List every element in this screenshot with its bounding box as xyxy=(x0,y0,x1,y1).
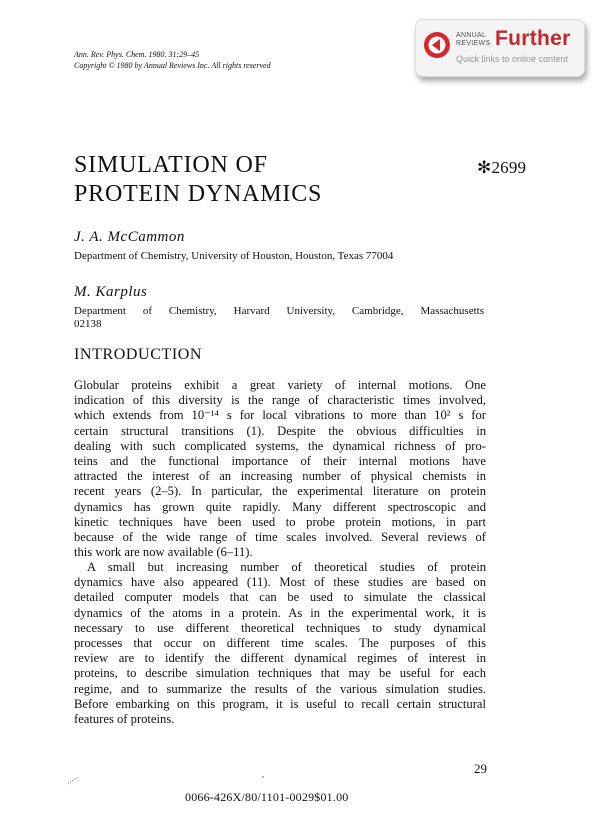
affiliation-line: Department of Chemistry, Harvard University, Cambridge, Massachusetts xyxy=(74,305,484,317)
catalog-number: ✻2699 xyxy=(477,158,527,177)
text-line: indication of this diversity is the range of characteristic times involved, xyxy=(74,393,486,408)
text-line: teins and the functional importance of their internal motions have xyxy=(74,454,486,469)
stray-pen-mark-icon xyxy=(66,775,82,785)
text-line: Globular proteins exhibit a great variety of internal motions. One xyxy=(74,378,486,392)
text-line: dealing with such complicated systems, the dynamical richness of pro- xyxy=(74,438,486,453)
text-line: recent years (2–5). In particular, the experimental literature on protein xyxy=(74,484,486,499)
affiliation-line: 02138 xyxy=(74,318,102,330)
section-heading: INTRODUCTION xyxy=(74,346,203,363)
reviews-label: REVIEWS xyxy=(456,40,491,47)
title-line-1: SIMULATION OF xyxy=(74,152,268,178)
text-line: Before embarking on this program, it is useful to recall certain structural xyxy=(74,696,486,711)
text-line: dynamics has grown quite rapidly. Many different spectroscopic and xyxy=(74,499,486,514)
stray-dot xyxy=(262,776,264,778)
further-label: Further xyxy=(495,27,571,50)
text-line: because of the wide range of time scales involved. Several reviews of xyxy=(74,530,486,545)
footer-code: 0066-426X/80/1101-0029$01.00 xyxy=(185,790,349,804)
author-name-1: J. A. McCammon xyxy=(74,229,185,245)
text-line: review are to identify the different dynamical regimes of interest in xyxy=(74,651,486,666)
text-line: A small but increasing number of theoretical studies of protein xyxy=(87,560,486,574)
article-title xyxy=(74,151,322,209)
author-name-2: M. Karplus xyxy=(74,284,148,300)
title-line-2: PROTEIN DYNAMICS xyxy=(74,181,323,207)
text-line: kinetic techniques have been used to probe protein motions, in part xyxy=(74,514,486,529)
text-line: proteins, to describe simulation techniques that may be useful for each xyxy=(74,666,486,681)
text-line: certain structural transitions (1). Despite the obvious difficulties in xyxy=(74,423,486,438)
text-line: necessary to use different theoretical techniques to study dynamical xyxy=(74,620,486,635)
text-line: processes that occur on different time scales. The purposes of this xyxy=(74,636,486,651)
text-line: regime, and to summarize the results of the various simulation studies. xyxy=(74,681,486,696)
journal-citation xyxy=(74,49,271,71)
text-line: detailed computer models that can be used to simulate the classical xyxy=(74,590,486,605)
text-line: dynamics have also appeared (11). Most of these studies are based on xyxy=(74,575,486,590)
journal-line-2: Copyright © 1980 by Annual Reviews Inc. All rights reserved xyxy=(74,61,271,70)
author-affiliation-1: Department of Chemistry, University of Houston, Houston, Texas 77004 xyxy=(74,250,394,262)
text-line: dynamics of the atoms in a protein. As in the experimental work, it is xyxy=(74,605,486,620)
further-quick-links-badge[interactable] xyxy=(415,19,585,77)
journal-line-1: Ann. Rev. Phys. Chem. 1980. 31:29–45 xyxy=(74,50,200,59)
text-line: which extends from 10⁻¹⁴ s for local vibrations to more than 10² s for xyxy=(74,408,486,423)
annual-label: ANNUAL xyxy=(456,32,487,39)
author-affiliation-2 xyxy=(74,305,484,331)
page-number: 29 xyxy=(474,761,487,776)
text-line: this work are now available (6–11). xyxy=(74,545,253,560)
annual-reviews-wordmark xyxy=(456,32,490,48)
paragraph-2 xyxy=(74,560,486,727)
paragraph-1 xyxy=(74,378,486,560)
text-line: attracted the interest of an increasing number of physical chemists in xyxy=(74,469,486,484)
annual-reviews-logo-icon xyxy=(423,31,451,59)
quick-links-label[interactable]: Quick links to online content xyxy=(456,54,569,64)
text-line: features of proteins. xyxy=(74,712,175,727)
